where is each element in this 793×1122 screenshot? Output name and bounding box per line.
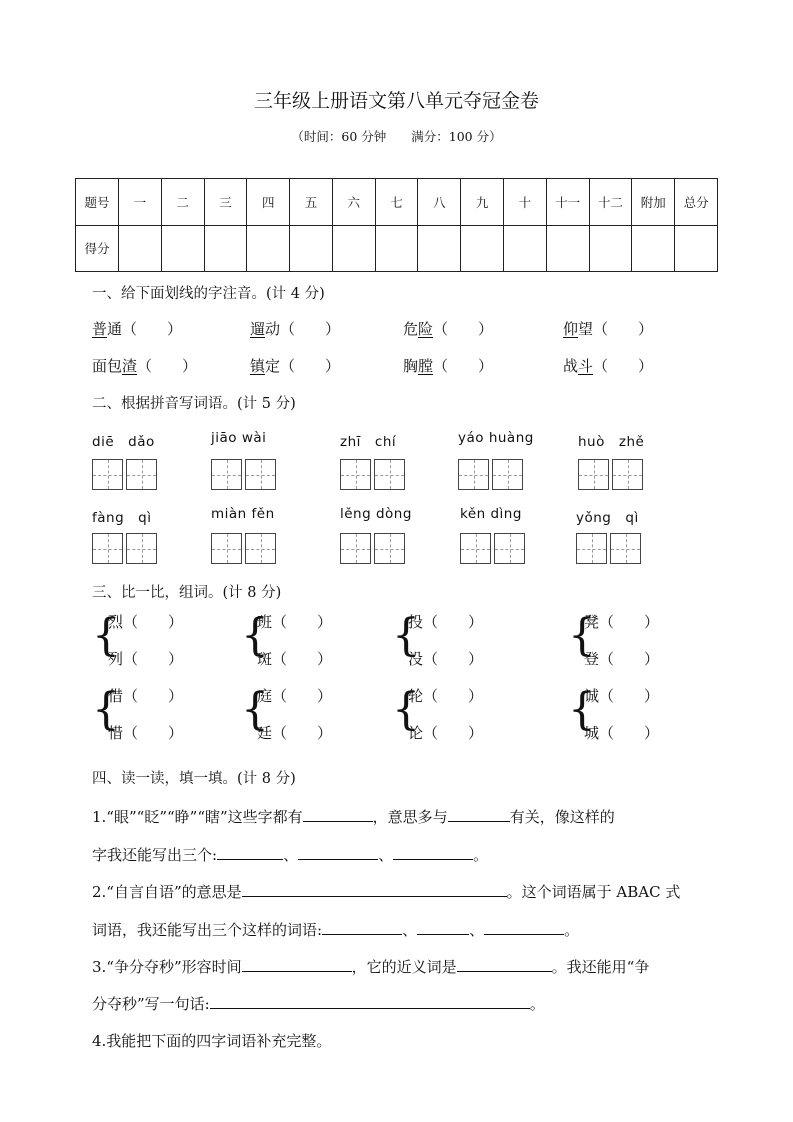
writing-grid bbox=[460, 533, 528, 564]
tian-cell[interactable] bbox=[578, 459, 609, 490]
writing-grid bbox=[458, 459, 526, 490]
brace-icon: { bbox=[392, 610, 420, 661]
pinyin-text: zhī chí bbox=[340, 434, 397, 450]
writing-grid bbox=[340, 533, 408, 564]
pinyin-item: 仰望（ ） bbox=[563, 320, 654, 338]
pinyin-text: huò zhě bbox=[578, 434, 645, 450]
score-table-header: 六 bbox=[332, 179, 375, 226]
compare-word: 斑（ ） bbox=[257, 650, 333, 668]
compare-word: 班（ ） bbox=[257, 613, 333, 631]
section3-heading: 三、比一比，组词。(计 8 分) bbox=[92, 585, 282, 601]
page-title: 三年级上册语文第八单元夺冠金卷 bbox=[253, 90, 539, 112]
answer-blank[interactable] bbox=[217, 843, 283, 860]
writing-grid bbox=[211, 459, 279, 490]
score-cell[interactable] bbox=[332, 225, 375, 272]
tian-cell[interactable] bbox=[460, 533, 491, 564]
tian-cell[interactable] bbox=[374, 459, 405, 490]
tian-cell[interactable] bbox=[211, 459, 242, 490]
score-table-header: 二 bbox=[161, 179, 204, 226]
q3-line1: 3.“争分夺秒”形容时间 ，它的近义词是 。我还能用“争 bbox=[92, 955, 649, 977]
section1-heading: 一、给下面划线的字注音。(计 4 分) bbox=[92, 286, 325, 302]
compare-word: 投（ ） bbox=[408, 613, 484, 631]
writing-grid bbox=[578, 459, 646, 490]
score-table-header: 十一 bbox=[546, 179, 589, 226]
compare-word: 没（ ） bbox=[408, 650, 484, 668]
tian-cell[interactable] bbox=[340, 533, 371, 564]
q1-line1: 1.“眼”“眨”“睁”“瞎”这些字都有 ，意思多与 有关，像这样的 bbox=[92, 805, 615, 827]
score-table-label: 题号 bbox=[76, 179, 119, 226]
compare-word: 登（ ） bbox=[584, 650, 660, 668]
answer-blank[interactable] bbox=[210, 992, 530, 1009]
pinyin-item: 胸膛（ ） bbox=[403, 357, 494, 375]
pinyin-item: 战斗（ ） bbox=[563, 357, 654, 375]
compare-word: 惜（ ） bbox=[108, 724, 184, 742]
score-cell[interactable] bbox=[204, 225, 247, 272]
tian-cell[interactable] bbox=[492, 459, 523, 490]
pinyin-item: 镇定（ ） bbox=[250, 357, 341, 375]
pinyin-text: jiāo wài bbox=[211, 430, 267, 446]
q4-line: 4.我能把下面的四字词语补充完整。 bbox=[92, 1032, 332, 1050]
pinyin-item: 危险（ ） bbox=[403, 320, 494, 338]
section4-heading: 四、读一读，填一填。(计 8 分) bbox=[92, 771, 296, 787]
underlined-char: 膛 bbox=[418, 357, 434, 375]
brace-icon: { bbox=[241, 684, 269, 735]
score-cell[interactable] bbox=[119, 225, 162, 272]
q1-line2: 字我还能写出三个: 、 、 。 bbox=[92, 843, 488, 865]
score-table-header: 九 bbox=[461, 179, 504, 226]
score-cell[interactable] bbox=[461, 225, 504, 272]
score-cell[interactable] bbox=[589, 225, 632, 272]
score-cell[interactable] bbox=[675, 225, 718, 272]
brace-icon: { bbox=[92, 684, 120, 735]
writing-grid bbox=[576, 533, 644, 564]
score-cell[interactable] bbox=[504, 225, 547, 272]
compare-word: 凳（ ） bbox=[584, 613, 660, 631]
tian-cell[interactable] bbox=[458, 459, 489, 490]
answer-blank[interactable] bbox=[448, 805, 510, 822]
tian-cell[interactable] bbox=[374, 533, 405, 564]
compare-word: 轮（ ） bbox=[408, 687, 484, 705]
score-table-header: 五 bbox=[290, 179, 333, 226]
q2-line1: 2.“自言自语”的意思是 。这个词语属于 ABAC 式 bbox=[92, 880, 680, 902]
brace-icon: { bbox=[392, 684, 420, 735]
writing-grid bbox=[211, 533, 279, 564]
tian-cell[interactable] bbox=[92, 533, 123, 564]
tian-cell[interactable] bbox=[576, 533, 607, 564]
score-cell[interactable] bbox=[290, 225, 333, 272]
underlined-char: 斗 bbox=[578, 357, 594, 375]
answer-blank[interactable] bbox=[393, 843, 473, 860]
q2-line2: 词语，我还能写出三个这样的词语: 、 、 。 bbox=[92, 918, 579, 940]
brace-icon: { bbox=[241, 610, 269, 661]
tian-cell[interactable] bbox=[610, 533, 641, 564]
tian-cell[interactable] bbox=[245, 459, 276, 490]
score-cell[interactable] bbox=[375, 225, 418, 272]
pinyin-item: 普通（ ） bbox=[92, 320, 183, 338]
score-table-header: 七 bbox=[375, 179, 418, 226]
tian-cell[interactable] bbox=[126, 459, 157, 490]
compare-word: 借（ ） bbox=[108, 687, 184, 705]
answer-blank[interactable] bbox=[242, 955, 352, 972]
underlined-char: 遛 bbox=[250, 320, 266, 338]
writing-grid bbox=[92, 459, 160, 490]
brace-icon: { bbox=[568, 610, 596, 661]
pinyin-text: lěng dòng bbox=[340, 506, 412, 522]
tian-cell[interactable] bbox=[245, 533, 276, 564]
pinyin-item: 面包渣（ ） bbox=[92, 357, 198, 375]
tian-cell[interactable] bbox=[92, 459, 123, 490]
compare-word: 列（ ） bbox=[108, 650, 184, 668]
writing-grid bbox=[340, 459, 408, 490]
underlined-char: 普 bbox=[92, 320, 108, 338]
answer-blank[interactable] bbox=[298, 843, 378, 860]
tian-cell[interactable] bbox=[494, 533, 525, 564]
score-table-header: 八 bbox=[418, 179, 461, 226]
answer-blank[interactable] bbox=[417, 918, 469, 935]
compare-word: 庭（ ） bbox=[257, 687, 333, 705]
pinyin-text: miàn fěn bbox=[211, 506, 275, 522]
pinyin-text: kěn dìng bbox=[460, 506, 522, 522]
tian-cell[interactable] bbox=[211, 533, 242, 564]
score-table-header: 总分 bbox=[675, 179, 718, 226]
answer-blank[interactable] bbox=[242, 880, 507, 897]
answer-blank[interactable] bbox=[457, 955, 552, 972]
page-subtitle: （时间：60 分钟 满分：100 分） bbox=[291, 129, 502, 144]
score-cell[interactable] bbox=[161, 225, 204, 272]
underlined-char: 险 bbox=[418, 320, 434, 338]
underlined-char: 镇 bbox=[250, 357, 266, 375]
answer-blank[interactable] bbox=[484, 918, 564, 935]
pinyin-item: 遛动（ ） bbox=[250, 320, 341, 338]
pinyin-text: diē dǎo bbox=[92, 434, 155, 450]
score-table-header: 三 bbox=[204, 179, 247, 226]
compare-word: 烈（ ） bbox=[108, 613, 184, 631]
pinyin-text: yǒng qì bbox=[576, 510, 639, 526]
section2-heading: 二、根据拼音写词语。(计 5 分) bbox=[92, 396, 296, 412]
score-table-header: 四 bbox=[247, 179, 290, 226]
score-table-header: 一 bbox=[119, 179, 162, 226]
q3-line2: 分夺秒”写一句话: 。 bbox=[92, 992, 545, 1014]
tian-cell[interactable] bbox=[612, 459, 643, 490]
answer-blank[interactable] bbox=[303, 805, 373, 822]
score-cell[interactable] bbox=[546, 225, 589, 272]
score-cell[interactable] bbox=[247, 225, 290, 272]
tian-cell[interactable] bbox=[126, 533, 157, 564]
pinyin-text: fàng qì bbox=[92, 510, 152, 526]
compare-word: 诚（ ） bbox=[584, 687, 660, 705]
score-table-header: 十 bbox=[504, 179, 547, 226]
score-table-header: 十二 bbox=[589, 179, 632, 226]
compare-word: 廷（ ） bbox=[257, 724, 333, 742]
answer-blank[interactable] bbox=[322, 918, 402, 935]
score-cell[interactable] bbox=[632, 225, 675, 272]
score-table-score-row bbox=[76, 225, 718, 272]
compare-word: 论（ ） bbox=[408, 724, 484, 742]
pinyin-text: yáo huàng bbox=[458, 430, 534, 446]
score-table-header: 附加 bbox=[632, 179, 675, 226]
brace-icon: { bbox=[568, 684, 596, 735]
writing-grid bbox=[92, 533, 160, 564]
score-cell[interactable] bbox=[418, 225, 461, 272]
underlined-char: 渣 bbox=[122, 357, 138, 375]
underlined-char: 仰 bbox=[563, 320, 579, 338]
score-table bbox=[75, 178, 718, 272]
compare-word: 城（ ） bbox=[584, 724, 660, 742]
score-table-label: 得分 bbox=[76, 225, 119, 272]
score-table-header-row bbox=[76, 179, 718, 226]
brace-icon: { bbox=[92, 610, 120, 661]
tian-cell[interactable] bbox=[340, 459, 371, 490]
